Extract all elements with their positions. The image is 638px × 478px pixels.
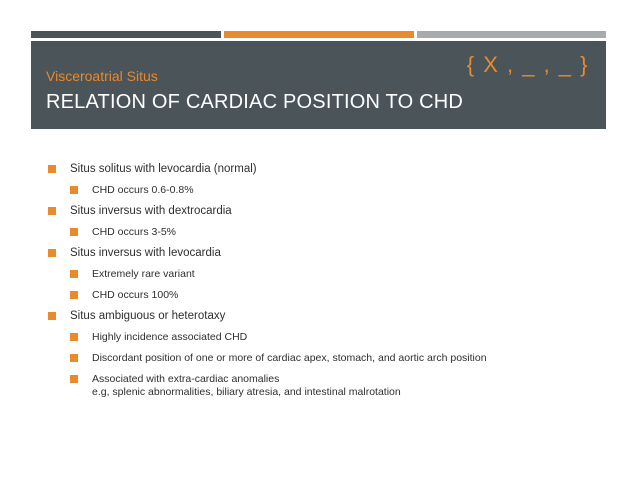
list-item <box>48 226 608 239</box>
square-bullet-icon <box>70 270 78 278</box>
list-item-text: Situs inversus with levocardia <box>70 247 221 259</box>
square-bullet-icon <box>48 312 56 320</box>
list-item <box>48 205 608 218</box>
list-item-text: CHD occurs 100% <box>92 289 179 301</box>
list-item-text: Extremely rare variant <box>92 268 195 280</box>
list-item <box>48 331 608 344</box>
square-bullet-icon <box>48 165 56 173</box>
list-item-text: Discordant position of one or more of cardiac apex, stomach, and aortic arch position <box>92 352 487 364</box>
accent-bar-dark <box>31 31 221 38</box>
list-item <box>48 310 608 323</box>
list-item <box>48 352 608 365</box>
list-item-text: Associated with extra-cardiac anomalies <box>92 373 280 385</box>
list-item <box>48 289 608 302</box>
square-bullet-icon <box>48 207 56 215</box>
top-accent-bars <box>31 31 606 38</box>
list-item-text: Situs inversus with dextrocardia <box>70 205 232 217</box>
situs-code-label: { X , _ , _ } <box>466 52 589 77</box>
list-item-text: Situs solitus with levocardia (normal) <box>70 163 257 175</box>
list-item-text: Highly incidence associated CHD <box>92 331 248 343</box>
bullet-list <box>48 163 608 407</box>
square-bullet-icon <box>70 375 78 383</box>
list-item-text-continued: e.g, splenic abnormalities, biliary atresia, and intestinal malrotation <box>92 386 401 398</box>
square-bullet-icon <box>70 291 78 299</box>
square-bullet-icon <box>48 249 56 257</box>
accent-bar-orange <box>224 31 414 38</box>
list-item <box>48 373 608 399</box>
slide-title: RELATION OF CARDIAC POSITION TO CHD <box>46 91 464 113</box>
square-bullet-icon <box>70 354 78 362</box>
list-item <box>48 184 608 197</box>
list-item <box>48 163 608 176</box>
square-bullet-icon <box>70 333 78 341</box>
list-item <box>48 247 608 260</box>
square-bullet-icon <box>70 228 78 236</box>
list-item-text: Situs ambiguous or heterotaxy <box>70 310 226 322</box>
title-banner <box>31 41 606 129</box>
list-item-text: CHD occurs 3-5% <box>92 226 177 238</box>
square-bullet-icon <box>70 186 78 194</box>
slide-subtitle: Visceroatrial Situs <box>46 68 158 84</box>
list-item-text: CHD occurs 0.6-0.8% <box>92 184 194 196</box>
accent-bar-gray <box>417 31 606 38</box>
list-item <box>48 268 608 281</box>
